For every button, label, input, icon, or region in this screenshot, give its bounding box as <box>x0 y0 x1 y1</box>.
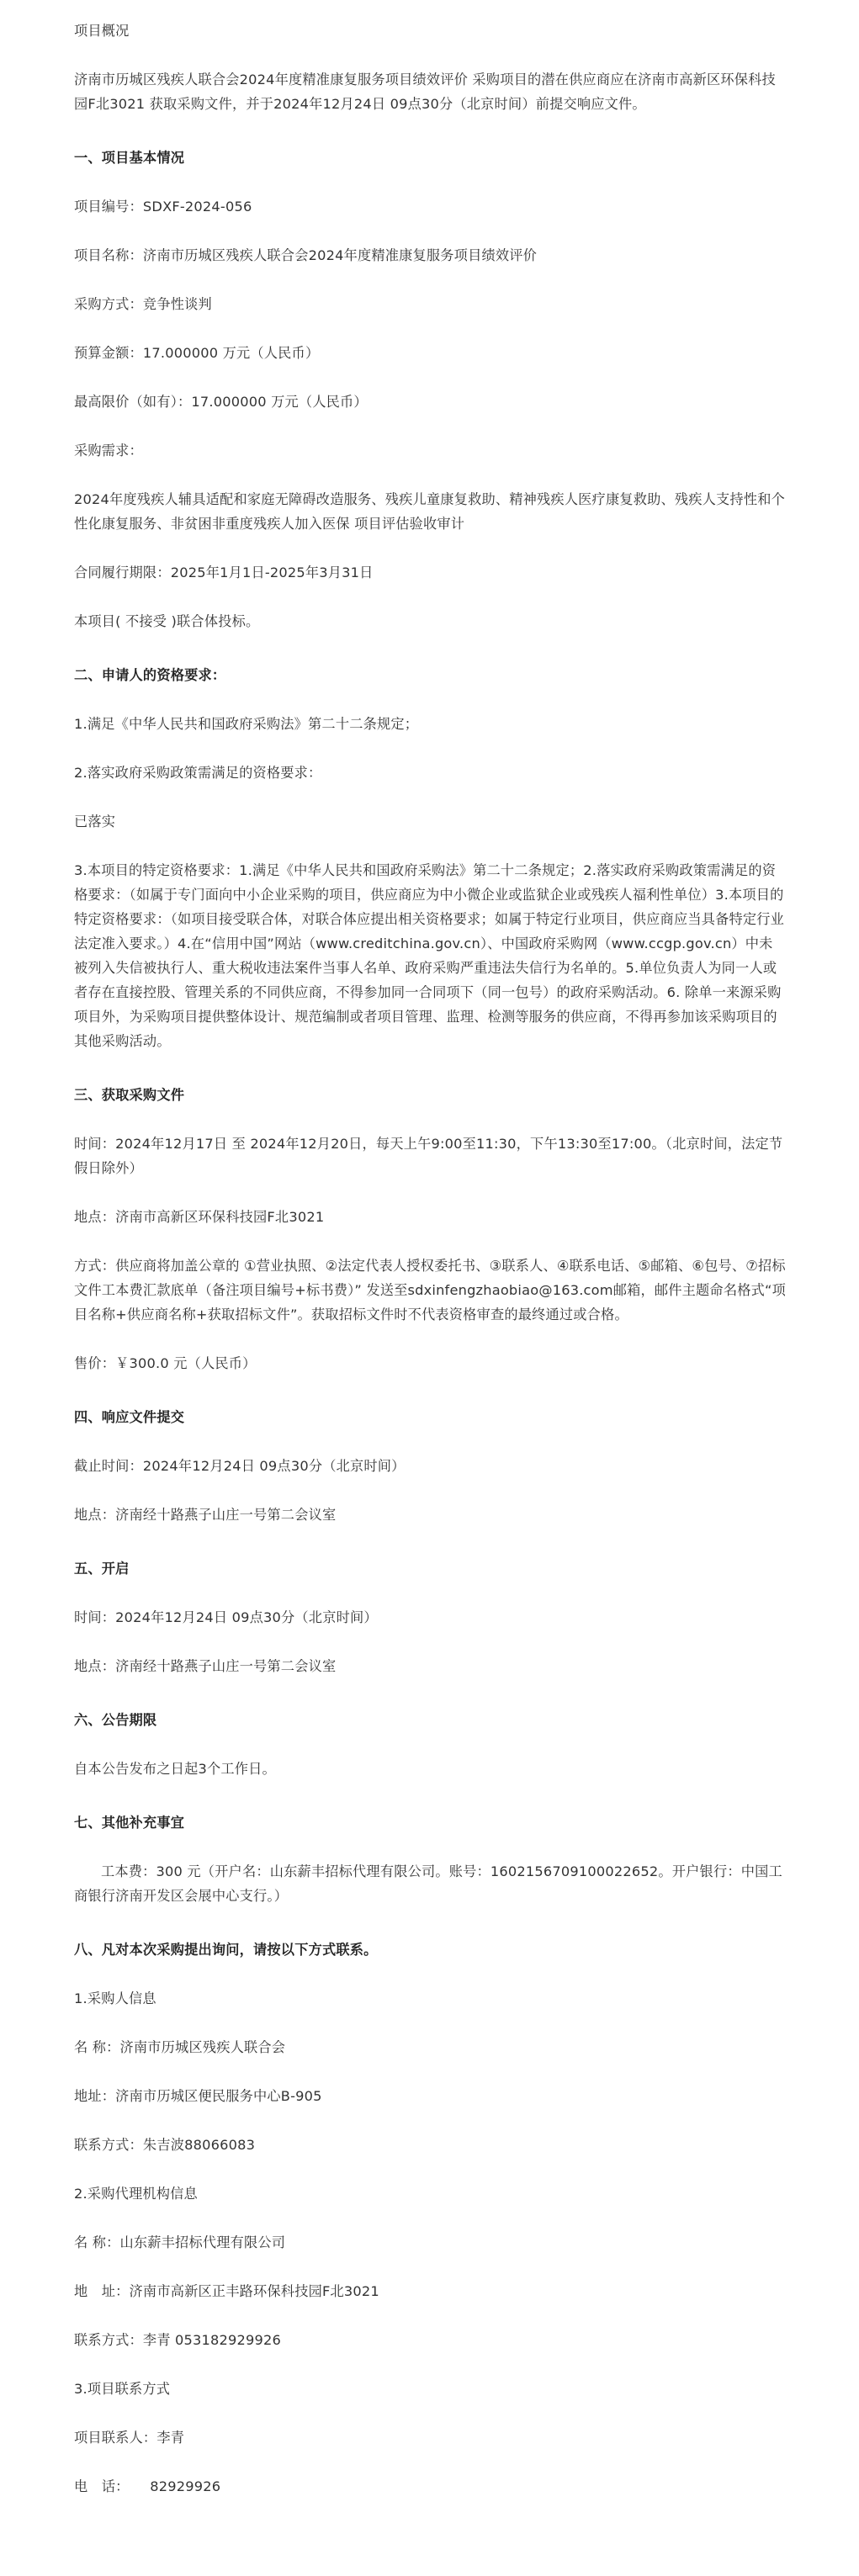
obtain-method: 方式：供应商将加盖公章的 ①营业执照、②法定代表人授权委托书、③联系人、④联系电话、⑤邮箱、⑥包号、⑦招标文件工本费汇款底单（备注项目编号+标书费）” 发送至sdxinfengzhaobiao@163.com邮箱，邮件主题命名格式“项目名称+供应商名称+获取招标文件”。获取招标文件时不代表资格审查的最终通过或合格。 <box>74 1258 786 1322</box>
section-7-heading: 七、其他补充事宜 <box>74 1815 185 1831</box>
purchaser-contact: 联系方式：朱吉波88066083 <box>74 2137 256 2153</box>
purchaser-heading: 1.采购人信息 <box>74 1990 156 2006</box>
obtain-place: 地点：济南市高新区环保科技园F北3021 <box>74 1209 325 1225</box>
project-contact-phone: 电 话： 82929926 <box>74 2478 221 2494</box>
submission-deadline: 截止时间：2024年12月24日 09点30分（北京时间） <box>74 1458 406 1474</box>
section-2-heading: 二、申请人的资格要求： <box>74 667 226 683</box>
demand-label: 采购需求： <box>74 443 143 458</box>
qualification-item-3: 3.本项目的特定资格要求：1.满足《中华人民共和国政府采购法》第二十二条规定；2.落实政府采购政策需满足的资格要求：（如属于专门面向中小企业采购的项目，供应商应为中小微企业或监狱企业或残疾人福利性单位）3.本项目的特定资格要求：（如项目接受联合体，对联合体应提出相关资格要求；如属于特定行业项目，供应商应当具备特定行业法定准入要求。）4.在“信用中国”网站（www.creditchina.gov.cn）、中国政府采购网（www.ccgp.gov.cn）中未被列入失信被执行人、重大税收违法案件当事人名单、政府采购严重违法失信行为名单的。5.单位负责人为同一人或者存在直接控股、管理关系的不同供应商，不得参加同一合同项下（同一包号）的政府采购活动。6. 除单一来源采购项目外，为采购项目提供整体设计、规范编制或者项目管理、监理、检测等服务的供应商，不得再参加该采购项目的其他采购活动。 <box>74 862 785 1049</box>
qualification-item-2: 2.落实政府采购政策需满足的资格要求： <box>74 765 322 781</box>
section-8-heading: 八、凡对本次采购提出询问，请按以下方式联系。 <box>74 1942 378 1958</box>
purchaser-address: 地址：济南市历城区便民服务中心B-905 <box>74 2088 322 2104</box>
budget-amount: 预算金额：17.000000 万元（人民币） <box>74 345 320 361</box>
section-4-heading: 四、响应文件提交 <box>74 1409 185 1425</box>
overview-text: 济南市历城区残疾人联合会2024年度精准康复服务项目绩效评价 采购项目的潜在供应商应在济南市高新区环保科技园F北3021 获取采购文件，并于2024年12月24日 09点30分（北京时间）前提交响应文件。 <box>74 72 776 112</box>
agency-name: 名 称：山东薪丰招标代理有限公司 <box>74 2234 286 2250</box>
agency-contact: 联系方式：李青 053182929926 <box>74 2332 282 2348</box>
obtain-time: 时间：2024年12月17日 至 2024年12月20日，每天上午9:00至11:30，下午13:30至17:00。（北京时间，法定节假日除外） <box>74 1136 783 1176</box>
agency-heading: 2.采购代理机构信息 <box>74 2186 198 2202</box>
section-3-heading: 三、获取采购文件 <box>74 1087 185 1103</box>
document-price: 售价：￥300.0 元（人民币） <box>74 1355 257 1371</box>
qualification-item-2-value: 已落实 <box>74 814 116 830</box>
overview-heading: 项目概况 <box>74 23 130 39</box>
purchaser-name: 名 称：济南市历城区残疾人联合会 <box>74 2039 286 2055</box>
opening-place: 地点：济南经十路燕子山庄一号第二会议室 <box>74 1658 337 1674</box>
demand-text: 2024年度残疾人辅具适配和家庭无障碍改造服务、残疾儿童康复救助、精神残疾人医疗康复救助、残疾人支持性和个性化康复服务、非贫困非重度残疾人加入医保 项目评估验收审计 <box>74 491 785 532</box>
qualification-item-1: 1.满足《中华人民共和国政府采购法》第二十二条规定； <box>74 716 419 732</box>
project-contact-person: 项目联系人：李青 <box>74 2430 185 2446</box>
project-contact-heading: 3.项目联系方式 <box>74 2381 171 2397</box>
contract-period: 合同履行期限：2025年1月1日-2025年3月31日 <box>74 564 374 580</box>
agency-address: 地 址：济南市高新区正丰路环保科技园F北3021 <box>74 2283 379 2299</box>
opening-time: 时间：2024年12月24日 09点30分（北京时间） <box>74 1609 378 1625</box>
supplementary-text: 工本费：300 元（开户名：山东薪丰招标代理有限公司。账号：1602156709100022652。开户银行：中国工商银行济南开发区会展中心支行。） <box>74 1863 782 1904</box>
project-name: 项目名称：济南市历城区残疾人联合会2024年度精准康复服务项目绩效评价 <box>74 247 538 263</box>
project-number: 项目编号：SDXF-2024-056 <box>74 199 252 215</box>
procurement-method: 采购方式：竞争性谈判 <box>74 296 212 312</box>
section-1-heading: 一、项目基本情况 <box>74 150 185 166</box>
section-5-heading: 五、开启 <box>74 1561 130 1577</box>
announcement-period: 自本公告发布之日起3个工作日。 <box>74 1761 276 1777</box>
consortium-note: 本项目( 不接受 )联合体投标。 <box>74 613 260 629</box>
max-price: 最高限价（如有）：17.000000 万元（人民币） <box>74 394 368 410</box>
section-6-heading: 六、公告期限 <box>74 1712 157 1728</box>
submission-place: 地点：济南经十路燕子山庄一号第二会议室 <box>74 1507 337 1523</box>
announcement-document <box>74 19 786 2499</box>
